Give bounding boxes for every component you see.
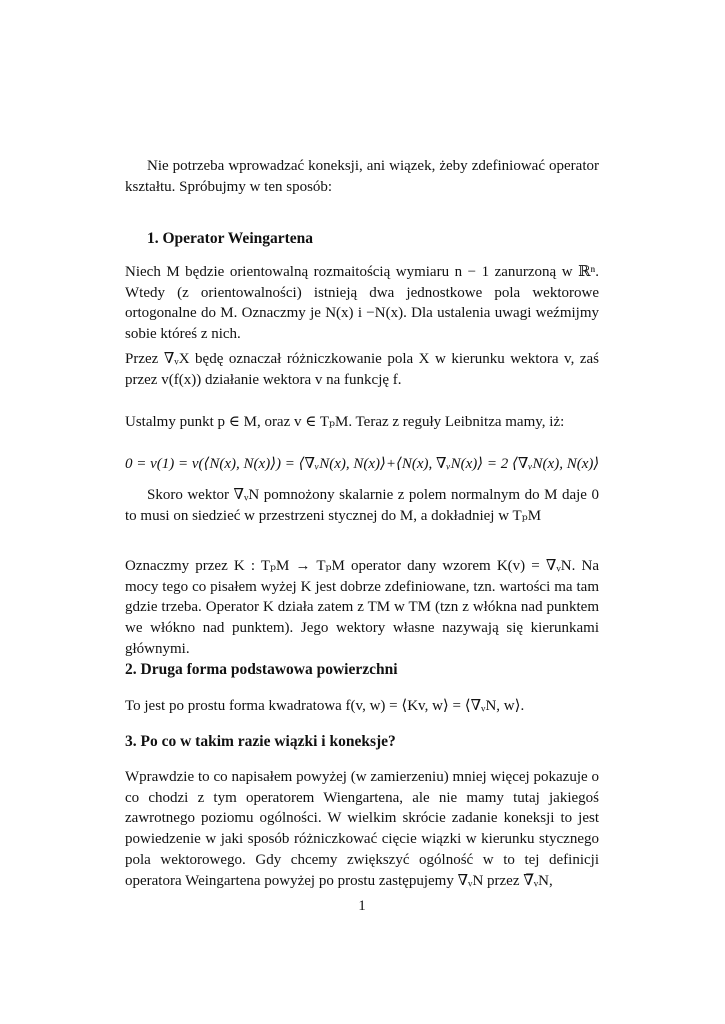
- paragraph-bundles: Wprawdzie to co napisałem powyżej (w zamierzeniu) mniej więcej pokazuje o co chodzi z tym operatorem Wiengartena, ale nie mamy tutaj jakiegoś zawrotnego poziomu ogólności. W wielkim skrócie zadanie koneksji to jest powiedzenie w jaki sposób różniczkować cięcie wiązki w kierunku stycznego pola wektorowego. Gdy chcemy zwiększyć ogólność w to tej definicji operatora Weingartena powyżej po prostu zastępujemy ∇ᵥN przez ∇̅ᵥN,: [125, 769, 599, 889]
- paragraph-second-form: To jest po prostu forma kwadratowa f(v, w) = ⟨Kv, w⟩ = ⟨∇ᵥN, w⟩.: [125, 698, 525, 714]
- equation-leibniz: 0 = v(1) = v(⟨N(x), N(x)⟩) = ⟨∇ᵥN(x), N(x)⟩+⟨N(x), ∇ᵥN(x)⟩ = 2 ⟨∇ᵥN(x), N(x)⟩: [125, 456, 600, 472]
- paragraph-tangent: Skoro wektor ∇ᵥN pomnożony skalarnie z polem normalnym do M daje 0 to musi on siedzieć w przestrzeni stycznej do M, a dokładniej w TₚM: [125, 487, 599, 524]
- page-number: 1: [358, 898, 366, 914]
- paragraph-leibniz: Ustalmy punkt p ∈ M, oraz v ∈ TₚM. Teraz z reguły Leibnitza mamy, iż:: [125, 414, 565, 430]
- section-heading-3: 3. Po co w takim razie wiązki i koneksje?: [125, 733, 396, 750]
- paragraph-operator-k: Oznaczmy przez K : TₚM → TₚM operator dany wzorem K(v) = ∇ᵥN. Na mocy tego co pisałem wyżej K jest dobrze zdefiniowane, tzn. wartości ma tam gdzie trzeba. Operator K działa zatem z TM w TM (tzn z włókna nad punktem we włókno nad punktem). Jego wektory własne nazywają się kierunkami głównymi.: [125, 558, 599, 657]
- section-heading-1: 1. Operator Weingartena: [147, 230, 314, 247]
- paragraph-derivative: Przez ∇ᵥX będę oznaczał różniczkowanie pola X w kierunku wektora v, zaś przez v(f(x)) działanie wektora v na funkcję f.: [125, 351, 599, 388]
- section-heading-2: 2. Druga forma podstawowa powierzchni: [125, 661, 398, 678]
- paragraph-manifold: Niech M będzie orientowalną rozmaitością wymiaru n − 1 zanurzoną w ℝⁿ. Wtedy (z orientowalności) istnieją dwa jednostkowe pola wektorowe ortogonalne do M. Oznaczmy je N(x) i −N(x). Dla ustalenia uwagi weźmijmy sobie któreś z nich.: [125, 264, 599, 343]
- intro-paragraph: Nie potrzeba wprowadzać koneksji, ani wiązek, żeby zdefiniować operator kształtu. Spróbujmy w ten sposób:: [125, 158, 599, 195]
